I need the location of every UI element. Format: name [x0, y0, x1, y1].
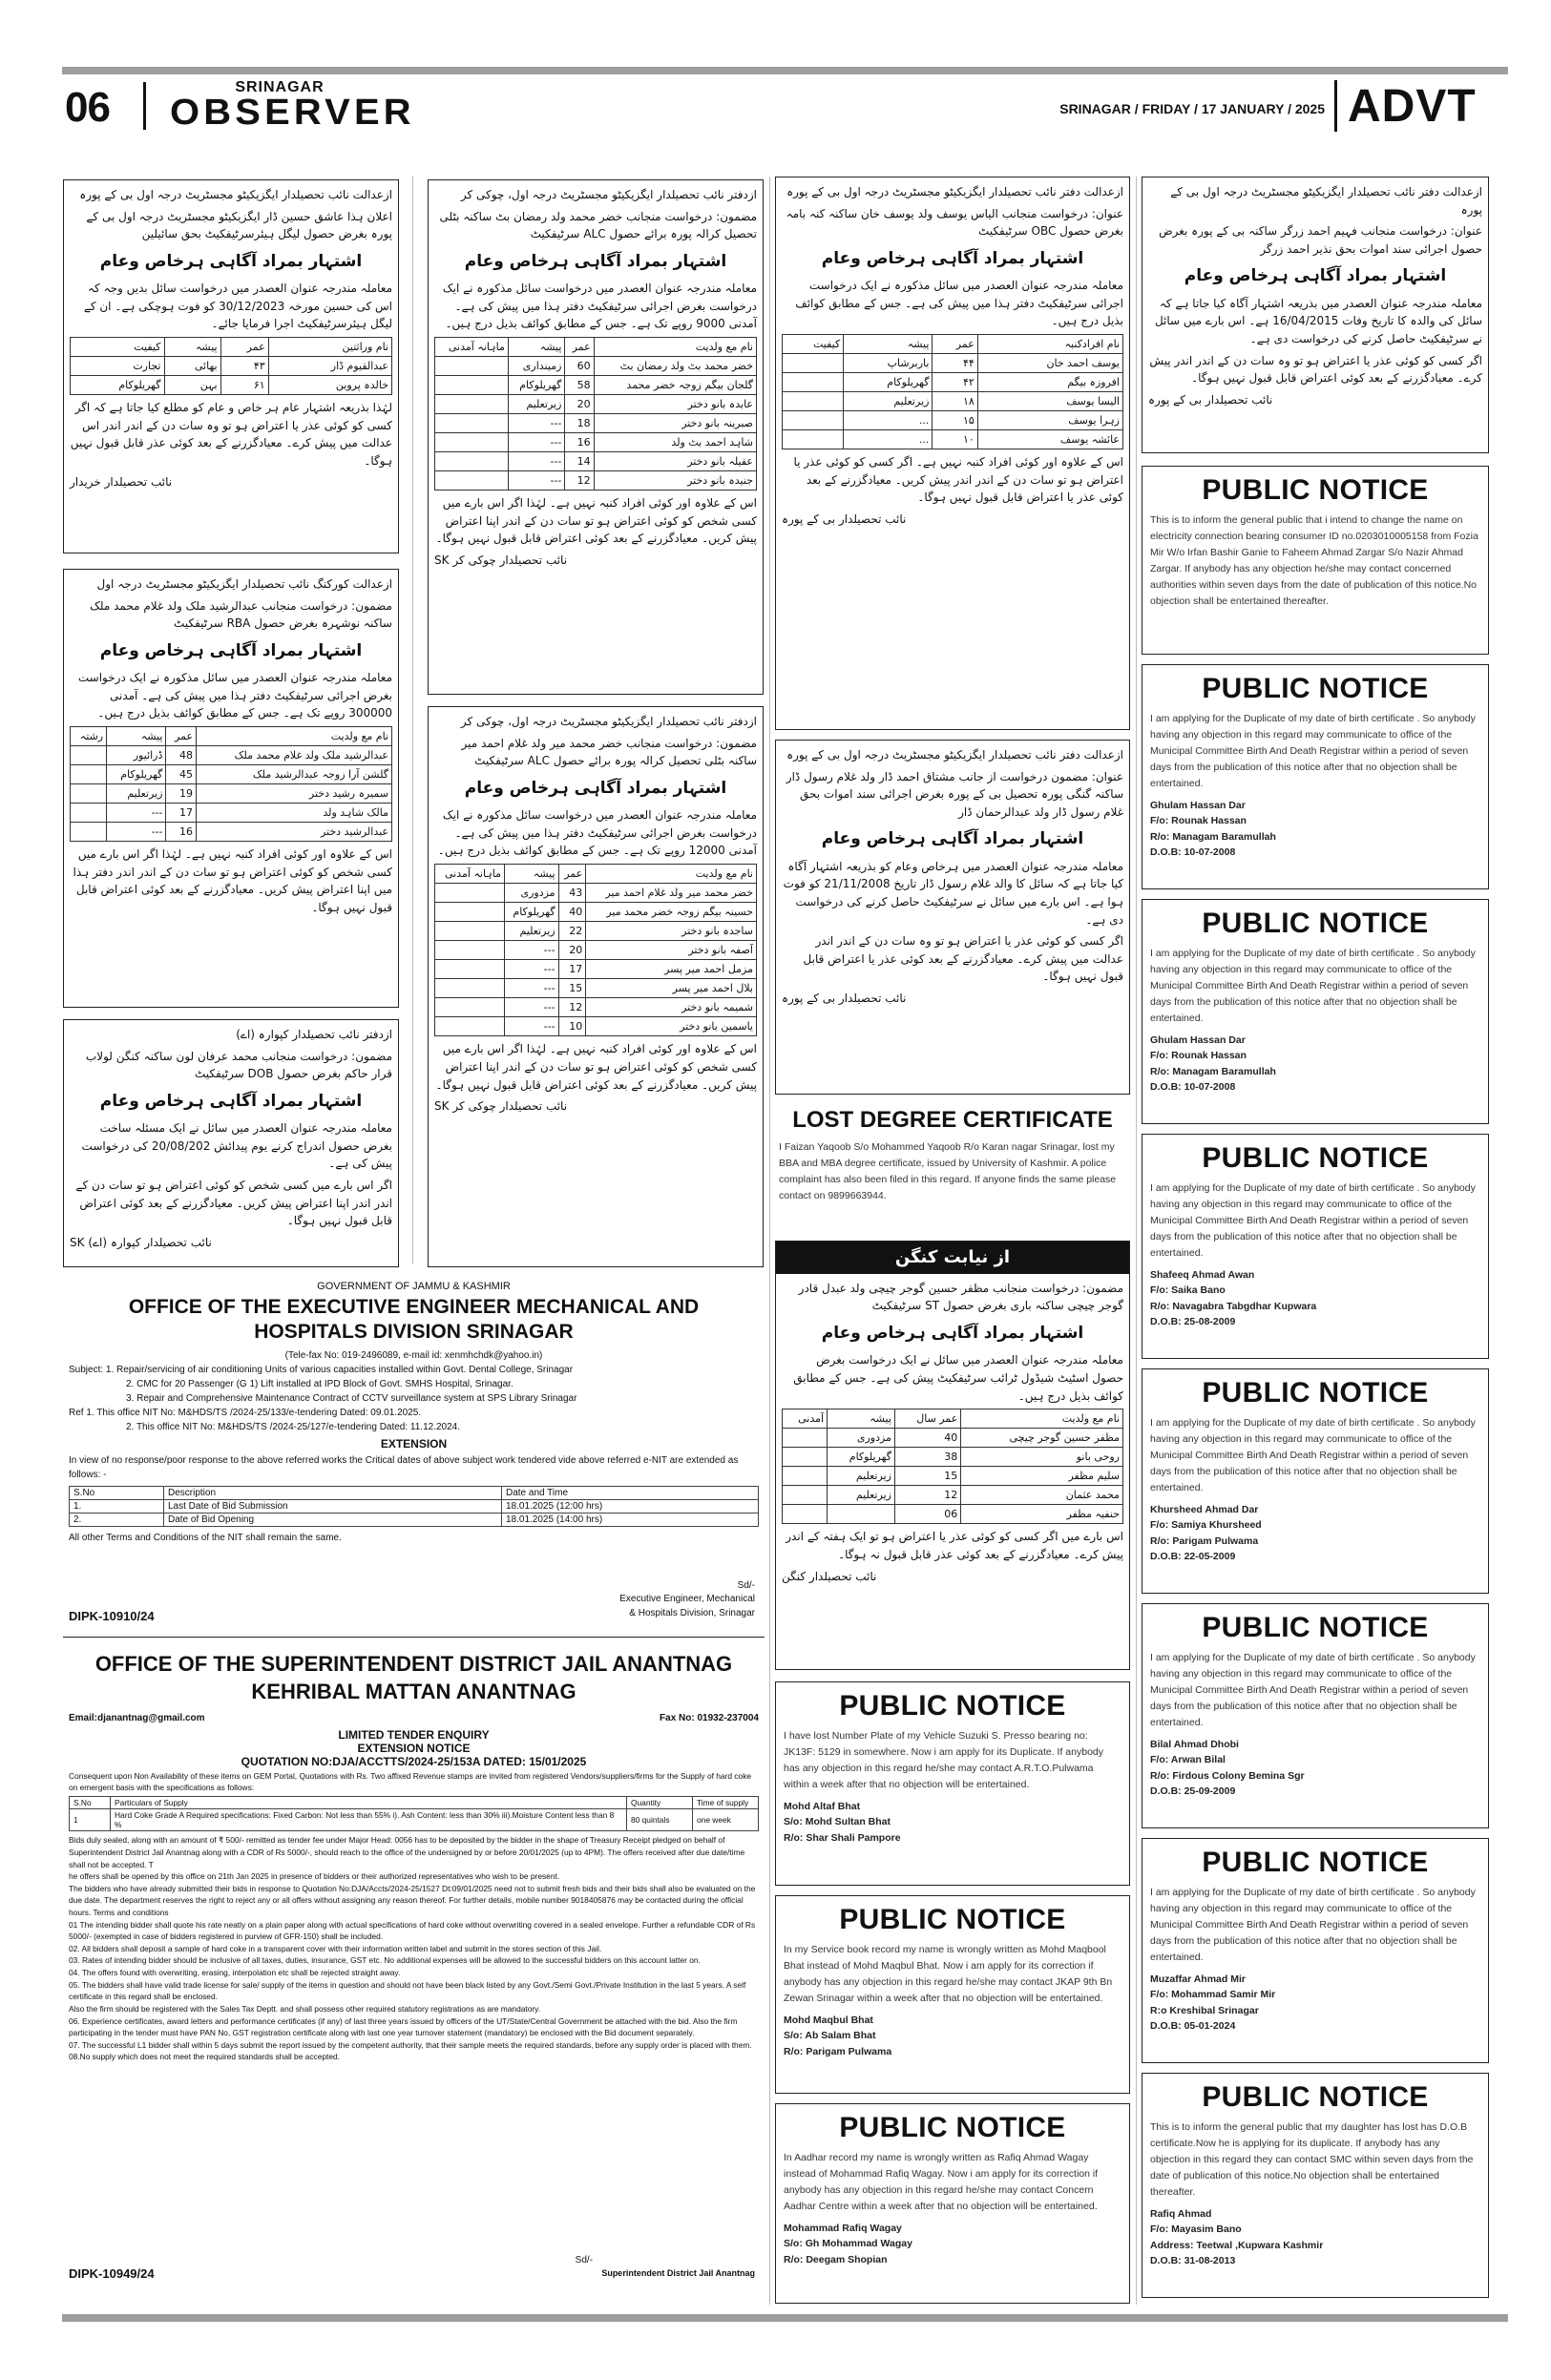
ad-signature: نائب تحصیلدار بی کے پورہ — [782, 991, 907, 1005]
table-row: صبرینہ بانو دختر 18 --- — [435, 414, 757, 433]
column-rule — [412, 177, 413, 1264]
notice-title: PUBLIC NOTICE — [839, 1904, 1066, 1935]
table-row: سلیم مظفر 15 زیرتعلیم — [783, 1467, 1123, 1486]
col-header: نام وراثتین — [268, 337, 391, 356]
ad-closing: اس کے علاوہ اور کوئی افراد کنبہ نہیں ہے۔ لہٰذا اگر اس بارے میں کسی شخص کو کوئی اعتراض ہو تو سات دن کے اندر اندر دفتر ہذا میں اپنا اعتراض پیش کریں۔ معیادگزرنے کے بعد کوئی اعتراض قابل قبول نہیں ہوگا۔ — [73, 847, 392, 914]
tender-subject-2: 2. CMC for 20 Passenger (G 1) Lift installed at IPD Block of Govt. SMHS Hospital, Srinagar. — [126, 1378, 514, 1389]
table-row: خضر محمد میر ولد غلام احمد میر 43 مزدوری — [435, 883, 757, 902]
ad-signature: نائب تحصیلدار خریدار — [70, 475, 173, 490]
footer-rule — [62, 2314, 1508, 2322]
family-table: نام مع ولدیت عمر پیشہ ماہانہ آمدنی خضر محمد بٹ ولد رمضان بٹ 60 زمینداری گلجان بیگم زوجہ خضر محمد 58 گھریلوکام عابدہ بانو دختر 20 زیرتعلیم صبرینہ بانو دختر 18 --- شاہد احمد بٹ ولد 16 --- عقیلہ بانو دختر 14 --- جنیدہ بانو دختر 12 --- — [434, 337, 757, 491]
notice-signature: Rafiq Ahmad F/o: Mayasim Bano Address: Teetwal ,Kupwara Kashmir D.O.B: 31-08-2013 — [1150, 2208, 1324, 2266]
column-rule — [1136, 177, 1137, 2305]
jail-h2: EXTENSION NOTICE — [357, 1742, 471, 1755]
ad-subject: عنوان: درخواست منجانب فہیم احمد زرگر ساکنہ بی کے پورہ بغرض حصول اجرائی سند اموات بحق نذیر احمد زرگر — [1159, 224, 1482, 256]
tender-note: All other Terms and Conditions of the NIT shall remain the same. — [69, 1532, 342, 1543]
col-header: عمر — [220, 337, 268, 356]
public-notice-9 — [775, 1681, 1130, 1886]
table-row: جنیدہ بانو دختر 12 --- — [435, 471, 757, 491]
notice-title: PUBLIC NOTICE — [1202, 474, 1429, 506]
table-row: 1. Last Date of Bid Submission 18.01.2025 (12:00 hrs) — [70, 1499, 759, 1513]
jail-email: Email:djanantnag@gmail.com — [69, 1713, 205, 1723]
ad-heading: اشتہار بمراد آگاہی ہرخاص وعام — [99, 251, 363, 271]
newspaper-logo[interactable] — [170, 80, 437, 134]
notice-title: PUBLIC NOTICE — [1202, 2081, 1429, 2113]
tender-ref-1: Ref 1. This office NIT No: M&HDS/TS /2024-25/133/e-tendering Dated: 09.01.2025. — [69, 1407, 422, 1418]
ad-body: معاملہ مندرجہ عنوان العصدر میں سائل نے ایک درخواست بغرض حصول اسٹیٹ شیڈول ٹرائب سرٹیفکیٹ پیش کی ہے۔ جس کے مطابق کوائف بذیل درج ہیں۔ — [793, 1353, 1123, 1403]
table-row: عبدالرشید ملک ولد غلام محمد ملک 48 ڈرائیور — [71, 745, 392, 764]
ad-intro: ازعدالت نائب تحصیلدار ایگزیکیٹو مجسٹریٹ درجہ اول بی کے پورہ — [79, 188, 392, 201]
ad-subject: عنوان: مضمون درخواست از جانب مشتاق احمد ڈار ولد غلام رسول ڈار ساکنہ گنگی پورہ تحصیل بی کے پورہ بغرض اجرائی سند اموات بحق غلام رسول ڈار ولد عبدالرحمان ڈار — [786, 769, 1123, 819]
page-header — [0, 0, 1551, 143]
notice-signature: Mohd Maqbul Bhat S/o: Ab Salam Bhat R/o: Parigam Pulwama — [784, 2015, 892, 2057]
ad-closing: اگر کسی کو کوئی عذر یا اعتراض ہو تو وہ سات دن کے اندر اندر پیش کرے۔ معیادگزرنے کے بعد کوئی اعتراض قابل قبول نہیں ہوگا۔ — [1149, 353, 1482, 386]
tender-subject-3: 3. Repair and Comprehensive Maintenance Contract of CCTV surveillance system at SPS Library Srinagar — [126, 1392, 577, 1404]
ad-body: معاملہ مندرجہ عنوان العصدر میں درخواست سائل مذکورہ نے ایک درخواست بغرض اجرائی سرٹیفکیٹ دفتر ہذا میں پیش کی ہے۔ آمدنی 12000 روپے تک ہے۔ جس کے مطابق کوائف بذیل درج ہیں۔ — [437, 808, 757, 858]
header-top-rule — [62, 67, 1508, 74]
tender-contact: (Tele-fax No: 019-2496089, e-mail id: xenmhchdk@yahoo.in) — [284, 1349, 543, 1361]
notice-body: I am applying for the Duplicate of my date of birth certificate . So anybody having any objection in this regard may communicate to office of the Municipal Committee Birth And Death Registrar within a period of seven days from the publication of this notice after that no objection shall be entertained. — [1150, 948, 1476, 1024]
dateline: SRINAGAR / FRIDAY / 17 JANUARY / 2025 — [1059, 101, 1325, 116]
section-label: ADVT — [1348, 81, 1477, 132]
urdu-ad-legal-heir — [63, 179, 399, 553]
jail-sd: Sd/- — [575, 2255, 593, 2265]
page-number: 06 — [65, 84, 110, 131]
ad-signature: نائب تحصیلدار بی کے پورہ — [782, 511, 907, 526]
ad-heading: اشتہار بمراد آگاہی ہرخاص وعام — [99, 1091, 363, 1111]
public-notice-3 — [1142, 899, 1489, 1124]
notice-title: PUBLIC NOTICE — [1202, 908, 1429, 939]
urdu-ad-alc-2 — [428, 706, 764, 1267]
tender-sd: Sd/- — [737, 1580, 755, 1591]
public-notice-5 — [1142, 1368, 1489, 1594]
tender-signature: Executive Engineer, Mechanical & Hospitals Division, Srinagar — [619, 1594, 755, 1618]
table-row: الیسا یوسف ۱۸ زیرتعلیم — [783, 392, 1123, 411]
gov-line: GOVERNMENT OF JAMMU & KASHMIR — [317, 1281, 511, 1292]
table-row: ساجدہ بانو دختر 22 زیرتعلیم — [435, 922, 757, 941]
jail-h1: LIMITED TENDER ENQUIRY — [338, 1728, 490, 1742]
notice-title: PUBLIC NOTICE — [839, 2112, 1066, 2143]
notice-body: I am applying for the Duplicate of my date of birth certificate . So anybody having any objection in this regard may communicate to office of the Municipal Committee Birth And Death Registrar within a period of seven days from the publication of this notice after that no objection shall be entertained. — [1150, 1417, 1476, 1493]
ad-signature: نائب تحصیلدار چوکی کر SK — [434, 1099, 568, 1114]
ad-intro: ازعدالت دفتر نائب تحصیلدار ایگزیکیٹو مجسٹریٹ درجہ اول بی کے پورہ — [786, 185, 1123, 198]
ad-signature: نائب تحصیلدار کپوارہ (اے) SK — [70, 1235, 212, 1249]
public-notice-1 — [1142, 466, 1489, 655]
ad-subject: مضمون: درخواست منجانب خضر محمد میر ولد غلام احمد میر ساکنہ بٹلی تحصیل کرالہ پورہ برائے حصول ALC سرٹیفکیٹ — [461, 736, 757, 768]
ad-heading: اشتہار بمراد آگاہی ہرخاص وعام — [821, 829, 1084, 849]
ad-body: معاملہ مندرجہ عنوان العصدر میں سائل مذکورہ نے ایک درخواست اجرائی سرٹیفکیٹ دفتر ہذا میں پیش کی ہے۔ جس کے مطابق کوائف بذیل درج ہیں۔ — [795, 279, 1123, 328]
ad-title-banner: از نیابت کنگن — [776, 1242, 1129, 1274]
jail-signature: Superintendent District Jail Anantnag — [601, 2268, 755, 2278]
notice-title: PUBLIC NOTICE — [1202, 1377, 1429, 1409]
supply-table: S.No Particulars of Supply Quantity Time of supply 1 Hard Coke Grade A Required specifications: Fixed Carbon: Not less than 55% i). Ash Content: less than 30% iii).Moisture Content less than 8 % 80 quintals one week — [69, 1796, 759, 1831]
ad-intro: ازدفتر نائب تحصیلدار ایگزیکیٹو مجسٹریٹ درجہ اول، چوکی کر — [460, 188, 757, 201]
header-divider-right — [1334, 80, 1337, 132]
tender-title-2: HOSPITALS DIVISION SRINAGAR — [254, 1320, 574, 1343]
tender-extension-heading: EXTENSION — [380, 1436, 448, 1451]
table-row: عقیلہ بانو دختر 14 --- — [435, 452, 757, 471]
table-row: مظفر حسین گوجر چیچی 40 مزدوری — [783, 1429, 1123, 1448]
jail-title-1: OFFICE OF THE SUPERINTENDENT DISTRICT JAIL ANANTNAG — [94, 1652, 733, 1676]
table-row: یاسمین بانو دختر 10 --- — [435, 1017, 757, 1036]
jail-tender-notice — [63, 1646, 765, 2305]
ad-heading: اشتہار بمراد آگاہی ہرخاص وعام — [1184, 266, 1447, 286]
table-row: 1 Hard Coke Grade A Required specifications: Fixed Carbon: Not less than 55% i). Ash Content: less than 30% iii).Moisture Content less than 8 % 80 quintals one week — [70, 1809, 759, 1831]
ad-subject: مضمون: درخواست منجانب عبدالرشید ملک ولد غلام محمد ملک ساکنہ نوشہرہ بغرض حصول RBA سرٹیفکیٹ — [90, 598, 392, 631]
notice-body: In Aadhar record my name is wrongly written as Rafiq Ahmad Wagay instead of Mohammad Rafiq Wagay. Now i am apply for its correction if anybody has any objection in this regard he/she may contact Concern Aadhar Centre within a week after that no objection will be entertained. — [784, 2152, 1099, 2212]
notice-title: PUBLIC NOTICE — [1202, 1847, 1429, 1878]
ad-signature: نائب تحصیلدار چوکی کر SK — [434, 553, 568, 568]
ad-body: معاملہ مندرجہ عنوان العصدر میں درخواست سائل مذکورہ نے ایک درخواست بغرض اجرائی سرٹیفکیٹ دفتر ہذا میں پیش کی ہے۔ آمدنی 9000 روپے تک ہے۔ جس کے مطابق کوائف بذیل درج ہیں۔ — [442, 282, 757, 331]
ad-subject: اعلان ہذا عاشق حسین ڈار ایگزیکیٹو مجسٹریٹ درجہ اول بی کے پورہ بغرض حصول لیگل ہیئرسرٹیفکیٹ بحق سائیلین — [86, 209, 392, 241]
jail-title-2: KEHRIBAL MATTAN ANANTNAG — [251, 1680, 576, 1703]
urdu-ad-death-cert-2 — [1142, 177, 1489, 453]
notice-signature: Bilal Ahmad Dhobi F/o: Arwan Bilal R/o: Firdous Colony Bemina Sgr D.O.B: 25-09-2009 — [1150, 1739, 1305, 1797]
urdu-ad-rba — [63, 569, 399, 1008]
dates-table: S.No Description Date and Time 1. Last Date of Bid Submission 18.01.2025 (12:00 hrs) 2. Date of Bid Opening 18.01.2025 (14:00 hrs) — [69, 1486, 759, 1527]
ad-intro: ازدفتر نائب تحصیلدار ایگزیکیٹو مجسٹریٹ درجہ اول، چوکی کر — [460, 715, 757, 728]
ad-heading: اشتہار بمراد آگاہی ہرخاص وعام — [99, 640, 363, 660]
urdu-ad-st-kangan — [775, 1241, 1130, 1670]
ad-body: معاملہ مندرجہ عنوان العصدر میں درخواست سائل بدیں وجہ کہ اس کی حسین مورخہ 30/12/2023 کو فوت ہوچکی ہے۔ ان کے لیگل ہیئرسرٹیفکیٹ اجرا فرمایا جائے۔ — [83, 282, 392, 331]
ad-heading: اشتہار بمراد آگاہی ہرخاص وعام — [464, 251, 727, 271]
notice-body: This is to inform the general public that my daughter has lost has D.O.B certificate.Now he is applying for its duplicate. If anybody has any objection in this regard they can contact SMC within seven days from the date of publication of this notice.No objection shall be entertained thereafter. — [1150, 2121, 1474, 2198]
table-row: گلشن آرا زوجہ عبدالرشید ملک 45 گھریلوکام — [71, 765, 392, 784]
public-notice-7 — [1142, 1838, 1489, 2063]
col-header: کیفیت — [71, 337, 165, 356]
family-table: نام مع ولدیت عمر سال پیشہ آمدنی مظفر حسین گوجر چیچی 40 مزدوری روحی بانو 38 گھریلوکام سلیم مظفر 15 زیرتعلیم محمد عثمان 12 زیرتعلیم حنفیہ مظفر 06 — [782, 1409, 1123, 1524]
notice-body: I am applying for the Duplicate of my date of birth certificate . So anybody having any objection in this regard may communicate to office of the Municipal Committee Birth And Death Registrar within a period of seven days from the publication of this notice after that no objection shall be entertained. — [1150, 1652, 1476, 1728]
tender-title-1: OFFICE OF THE EXECUTIVE ENGINEER MECHANICAL AND — [128, 1295, 700, 1318]
mech-tender-notice — [63, 1275, 765, 1638]
ad-intro: ازعدالت کورکنگ نائب تحصیلدار ایگزیکیٹو مجسٹریٹ درجہ اول — [96, 577, 392, 591]
ad-subject: مضمون: درخواست منجانب محمد عرفان لون ساکنہ کنگن لولاب قرار حاکم بغرض حصول DOB سرٹیفکیٹ — [85, 1049, 392, 1081]
table-row: عبدالقیوم ڈار ۴۳ بھائی تجارت — [71, 356, 392, 375]
notice-signature: Mohd Altaf Bhat S/o: Mohd Sultan Bhat R/o: Shar Shali Pampore — [784, 1801, 901, 1844]
notice-body: I am applying for the Duplicate of my date of birth certificate . So anybody having any objection in this regard may communicate to office of the Municipal Committee Birth And Death Registrar within a period of seven days from the publication of this notice after that no objection shall be entertained. — [1150, 1182, 1476, 1259]
family-table: نام مع ولدیت عمر پیشہ رشتہ عبدالرشید ملک ولد غلام محمد ملک 48 ڈرائیور گلشن آرا زوجہ عبدالرشید ملک 45 گھریلوکام سمیرہ رشید دختر 19 زیرتعلیم مالک شاہد ولد 17 --- عبدالرشید دختر 16 --- — [70, 726, 392, 842]
table-row: زہرا یوسف ۱۵ ... — [783, 411, 1123, 430]
public-notice-11 — [775, 2103, 1130, 2304]
urdu-ad-alc-1 — [428, 179, 764, 695]
public-notice-4 — [1142, 1134, 1489, 1359]
table-row: عابدہ بانو دختر 20 زیرتعلیم — [435, 395, 757, 414]
jail-fax: Fax No: 01932-237004 — [660, 1713, 759, 1723]
ad-subject: مضمون: درخواست منجانب خضر محمد ولد رمضان بٹ ساکنہ بٹلی تحصیل کرالہ پورہ برائے حصول ALC سرٹیفکیٹ — [439, 209, 757, 241]
table-row: روحی بانو 38 گھریلوکام — [783, 1448, 1123, 1467]
table-row: شمیمہ بانو دختر 12 --- — [435, 998, 757, 1017]
ad-subject: مضمون: درخواست منجانب مظفر حسین گوجر چیچی ولد عبدل قادر گوجر چیچی ساکنہ باری بغرض حصول ST سرٹیفکیٹ — [798, 1281, 1123, 1313]
urdu-ad-obc — [775, 177, 1130, 730]
jail-terms: Bids duly sealed, along with an amount of ₹ 500/- remitted as tender fee under Major Head: 0056 has to be deposited by the bidder in the shape of Treasury Receipt pledged on behalf of Superintendent District Jail Anantnag along with a CDR of Rs 5000/-, should reach to the office of the undersigned by or before 20/01/2025 (up to 4PM). The offers received after due date/time shall not be accepted. T he offers shall be opened by this office on 21th Jan 2025 in presence of bidders or their authorized representatives who wish to be present. The bidders who have already submitted their bids in response to Quotation No:DJA/Accts/2024-25/1527 Dt:09/01/2025 need not to submit fresh bids and their bids shall also be evaluated on the due date. The department reserves the right to reject any or all offers without assigning any reason thereof. For further details, mobile number 9018405876 may be contacted during the official hours. Terms and conditions 01 The intending bidder shall quote his rate neatly on a plain paper along with actual specifications of hard coke without overwriting covered in a sealed envelope. Further a refundable CDR of Rs 5000/- (exempted in case of bidders registered in purview of GFR-150) shall be included. 02. All bidders shall deposit a sample of hard coke in a transparent cover with their information written label and submit in the stores section of this Jail. 03. Rates of intending bidder should be inclusive of all taxes, duties, insurance, GST etc. No additional expenses will be allowed to the successful bidders on this account latter on. 04. The offers found with overwriting, erasing, interpolation etc shall be rejected straight away. 05. The bidders shall have valid trade license for sale/ supply of the items in question and should not have been black listed by any Govt./Semi Govt./Private Institution in the last 5 years. A self certificate in this regard shall be enclosed. Also the firm should be registered with the Sales Tax Deptt. and shall possess other required statutory registrations as are mandatory. 06. Experience certificates, award letters and performance certificates (if any) of last three years issued by officers of the UT/State/Central Government be attached with the bid. Also the firm participating in the tender must have PAN No, GST registration certificate along with last one year turnover statement (mandatory) be enclosed with the Bid document separately. 07. The successful L1 bidder shall within 5 days submit the report issued by the competent authority, that their sample meets the required standards, before any supply order is placed with them. 08.No supply which does not meet the required standards shall be accepted. — [69, 1835, 756, 2062]
table-row: مزمل احمد میر پسر 17 --- — [435, 960, 757, 979]
ad-intro: ازعدالت دفتر نائب تحصیلدار ایگزیکیٹو مجسٹریٹ درجہ اول بی کے پورہ — [786, 748, 1123, 762]
notice-signature: Ghulam Hassan Dar F/o: Rounak Hassan R/o: Managam Baramullah D.O.B: 10-07-2008 — [1150, 800, 1276, 858]
urdu-ad-dob — [63, 1019, 399, 1267]
family-table: نام افرادکنبہ عمر پیشہ کیفیت یوسف احمد خان ۴۴ باربرشاپ افروزہ بیگم ۴۲ گھریلوکام الیسا یوسف ۱۸ زیرتعلیم زہرا یوسف ۱۵ ... عائشہ یوسف ۱۰ ... — [782, 334, 1123, 449]
family-table — [70, 337, 392, 395]
table-row: 2. Date of Bid Opening 18.01.2025 (14:00 hrs) — [70, 1513, 759, 1526]
notice-signature: Shafeeq Ahmad Awan F/o: Saika Bano R/o: Navagabra Tabgdhar Kupwara D.O.B: 25-08-2009 — [1150, 1269, 1317, 1327]
jail-quotation: QUOTATION NO:DJA/ACCTTS/2024-25/153A DATED: 15/01/2025 — [241, 1755, 587, 1768]
ad-subject: عنوان: درخواست منجانب الیاس یوسف ولد یوسف خان ساکنہ کنہ بامہ بغرض حصول OBC سرٹیفکیٹ — [786, 206, 1123, 239]
notice-signature: Muzaffar Ahmad Mir F/o: Mohammad Samir Mir R:o Kreshibal Srinagar D.O.B: 05-01-2024 — [1150, 1973, 1276, 2032]
notice-title: PUBLIC NOTICE — [1202, 1142, 1429, 1174]
table-row: حسینہ بیگم زوجہ خضر محمد میر 40 گھریلوکام — [435, 903, 757, 922]
notice-body: In my Service book record my name is wrongly written as Mohd Maqbool Bhat instead of Mohd Maqbul Bhat. Now i am apply for its correction if anybody has any objection in this regard he/she may contact JKAP 9th Bn Zewan Srinagar within a week after that no objection will be entertained. — [784, 1944, 1113, 2004]
public-notice-6 — [1142, 1603, 1489, 1828]
urdu-ad-death-cert — [775, 740, 1130, 1095]
jail-intro: Consequent upon Non Availability of these items on GEM Portal, Quotations with Rs. Two affixed Revenue stamps are invited from registered Vendors/suppliers/firms for the Supply of hard coke on emergent basis with the specifications as follows: — [69, 1771, 752, 1793]
notice-title: PUBLIC NOTICE — [839, 1690, 1066, 1722]
table-row: آصفہ بانو دختر 20 --- — [435, 941, 757, 960]
ad-closing: اس بارے میں اگر کسی کو کوئی عذر یا اعتراض ہو تو ایک ہفتہ کے اندر پیش کرے۔ معیادگزرنے کے بعد کوئی عذر قابل قبول نہ ہوگا۔ — [786, 1530, 1123, 1562]
logo-main-text: OBSERVER — [170, 93, 415, 133]
dipk-code: DIPK-10949/24 — [69, 2266, 155, 2281]
ad-signature: نائب تحصیلدار کنگن — [782, 1569, 877, 1583]
notice-body: I Faizan Yaqoob S/o Mohammed Yaqoob R/o Karan nagar Srinagar, lost my BBA and MBA degree certificate, issued by University of Kashmir. A police complaint has also been filed in this regard. If anyone finds the same please contact on 9899663944. — [779, 1141, 1117, 1201]
ad-closing: اس کے علاوہ اور کوئی افراد کنبہ نہیں ہے۔ اگر کسی کو کوئی عذر یا اعتراض ہو تو سات دن کے اندر اندر پیش کریں۔ معیادگزرنے کے بعد کوئی عذر یا اعتراض قابل قبول نہیں ہوگا۔ — [793, 455, 1123, 505]
notice-title: PUBLIC NOTICE — [1202, 1612, 1429, 1643]
ad-body: معاملہ مندرجہ عنوان العصدر میں سائل نے ایک مسئلہ ساخت بغرض حصول اندراج کرنے یوم پیدائش 20/08/202 کی درخواست پیش کی ہے۔ — [81, 1121, 392, 1171]
tender-subject: Subject: 1. Repair/servicing of air conditioning Units of various capacities installed within Govt. Dental College, Srinagar — [69, 1364, 574, 1375]
family-table: نام مع ولدیت عمر پیشہ ماہانہ آمدنی خضر محمد میر ولد غلام احمد میر 43 مزدوری حسینہ بیگم زوجہ خضر محمد میر 40 گھریلوکام ساجدہ بانو دختر 22 زیرتعلیم آصفہ بانو دختر 20 --- مزمل احمد میر پسر 17 --- بلال احمد میر پسر 15 --- شمیمہ بانو دختر 12 --- یاسمین بانو دختر 10 --- — [434, 864, 757, 1036]
notice-title: LOST DEGREE CERTIFICATE — [792, 1107, 1113, 1133]
table-row: حنفیہ مظفر 06 — [783, 1505, 1123, 1524]
table-row: بلال احمد میر پسر 15 --- — [435, 979, 757, 998]
notice-title: PUBLIC NOTICE — [1202, 673, 1429, 704]
logo-top-text: SRINAGAR — [235, 79, 325, 95]
ad-signature: نائب تحصیلدار بی کے پورہ — [1148, 392, 1273, 407]
table-row: سمیرہ رشید دختر 19 زیرتعلیم — [71, 784, 392, 804]
ad-closing: لہٰذا بذریعہ اشتہار عام ہر خاص و عام کو مطلع کیا جاتا ہے کہ اگر کسی کو کوئی عذر یا اعتراض ہو تو وہ سات دن کے اندر اندر اس عدالت میں پیش کرے۔ معیادگزرنے کے بعد کوئی عذر قابل قبول نہیں ہوگا۔ — [70, 401, 392, 468]
ad-body: معاملہ مندرجہ عنوان العصدر میں سائل مذکورہ نے ایک درخواست بغرض اجرائی سرٹیفکیٹ دفتر ہذا میں پیش کی ہے۔ آمدنی 300000 روپے تک ہے۔ جس کے مطابق کوائف بذیل درج ہیں۔ — [77, 671, 392, 720]
tender-para: In view of no response/poor response to the above referred works the Critical dates of above subject work tendered vide above referred e-NIT are extended as follows: - — [69, 1454, 739, 1480]
notice-signature: Khursheed Ahmad Dar F/o: Samiya Khursheed R/o: Parigam Pulwama D.O.B: 22-05-2009 — [1150, 1504, 1262, 1562]
notice-body: I am applying for the Duplicate of my date of birth certificate . So anybody having any objection in this regard may communicate to office of the Municipal Committee Birth And Death Registrar within a period of seven days from the publication of this notice after that no objection shall be entertained. — [1150, 1887, 1476, 1963]
column-rule — [769, 177, 770, 2305]
table-row: خالدہ پروین ۶۱ بہن گھریلوکام — [71, 376, 392, 395]
notice-body: I am applying for the Duplicate of my date of birth certificate . So anybody having any objection in this regard may communicate to office of the Municipal Committee Birth And Death Registrar within a period of seven days from the publication of this notice after that no objection shall be entertained. — [1150, 713, 1476, 789]
ad-closing: اگر اس بارے میں کسی شخص کو کوئی اعتراض ہو تو سات دن کے اندر اندر اپنا اعتراض پیش کریں۔ معیادگزرنے کے بعد کوئی اعتراض قابل قبول نہیں ہوگا۔ — [75, 1178, 392, 1228]
public-notice-8 — [1142, 2073, 1489, 2298]
ad-body: معاملہ مندرجہ عنوان العصدر میں ہرخاص وعام کو بذریعہ اشتہار آگاہ کیا جاتا ہے کہ سائل کا والد غلام رسول ڈار تاریخ 21/11/2008 کو فوت ہوا ہے۔ اس بارے میں سائل نے سرٹیفکیٹ حاصل کرنے کی درخواست دی ہے۔ — [783, 859, 1123, 927]
dipk-code: DIPK-10910/24 — [69, 1609, 155, 1623]
ad-closing: اس کے علاوہ اور کوئی افراد کنبہ نہیں ہے۔ لہٰذا اگر اس بارے میں کسی شخص کو کوئی اعتراض ہو تو سات دن کے اندر اپنا اعتراض پیش کریں۔ معیادگزرنے کے بعد کوئی اعتراض قابل قبول نہیں ہوگا۔ — [435, 1042, 757, 1092]
tender-ref-2: 2. This office NIT No: M&HDS/TS /2024-25/127/e-tendering Dated: 11.12.2024. — [126, 1421, 461, 1432]
notice-body: I have lost Number Plate of my Vehicle Suzuki S. Presso bearing no: JK13F: 5129 in somewhere. Now i am apply for its Duplicate. If anybody has any objection in this regard he/she may contact A.R.T.O.Pulwama within a week after that no objection will be entertained. — [784, 1730, 1103, 1790]
ad-intro: ازدفتر نائب تحصیلدار کپوارہ (اے) — [236, 1028, 392, 1041]
table-row: عائشہ یوسف ۱۰ ... — [783, 430, 1123, 449]
header-divider — [143, 82, 146, 130]
ad-closing: اگر کسی کو کوئی عذر یا اعتراض ہو تو وہ سات دن کے اندر اندر عدالت میں پیش کرے۔ معیادگزرنے کے بعد کوئی عذر یا اعتراض قابل قبول نہیں ہوگا۔ — [803, 934, 1123, 984]
public-notice-2 — [1142, 664, 1489, 889]
table-row: عبدالرشید دختر 16 --- — [71, 823, 392, 842]
table-row: یوسف احمد خان ۴۴ باربرشاپ — [783, 353, 1123, 372]
table-row: شاہد احمد بٹ ولد 16 --- — [435, 433, 757, 452]
col-header: پیشہ — [164, 337, 220, 356]
table-row: محمد عثمان 12 زیرتعلیم — [783, 1486, 1123, 1505]
table-row: خضر محمد بٹ ولد رمضان بٹ 60 زمینداری — [435, 356, 757, 375]
ad-heading: اشتہار بمراد آگاہی ہرخاص وعام — [821, 248, 1084, 268]
ad-body: معاملہ مندرجہ عنوان العصدر میں بذریعہ اشتہار آگاہ کیا جاتا ہے کہ سائل کی والدہ کا تاریخ وفات 16/04/2015 ہے۔ اس بارے میں سائل نے سرٹیفکیٹ حاصل کرنے کی درخواست دی ہے۔ — [1154, 296, 1482, 345]
table-row: گلجان بیگم زوجہ خضر محمد 58 گھریلوکام — [435, 376, 757, 395]
notice-body: This is to inform the general public that i intend to change the name on electricity connection bearing consumer ID no.0203010005158 from Fozia Mir W/o Irfan Bashir Ganie to Faheem Ahmad Zargar S/o Nazir Ahmad Zargar. If anybody has any objection he/she may contact concerned authorities within seven days from the date of publication of this notice.No objection shall be entertained thereafter. — [1150, 514, 1478, 607]
table-row: افروزہ بیگم ۴۲ گھریلوکام — [783, 373, 1123, 392]
ad-intro: ازعدالت دفتر نائب تحصیلدار ایگزیکیٹو مجسٹریٹ درجہ اول بی کے پورہ — [1170, 185, 1482, 217]
notice-signature: Mohammad Rafiq Wagay S/o: Gh Mohammad Wagay R/o: Deegam Shopian — [784, 2223, 912, 2265]
ad-closing: اس کے علاوہ اور کوئی افراد کنبہ نہیں ہے۔ لہٰذا اگر اس بارے میں کسی شخص کو کوئی اعتراض ہو تو سات دن کے اندر اپنا اعتراض پیش کریں۔ معیادگزرنے کے بعد کوئی اعتراض قابل قبول نہیں ہوگا۔ — [435, 496, 757, 546]
lost-degree-notice — [775, 1107, 1130, 1231]
ad-heading: اشتہار بمراد آگاہی ہرخاص وعام — [464, 778, 727, 798]
ad-heading: اشتہار بمراد آگاہی ہرخاص وعام — [821, 1324, 1084, 1344]
notice-signature: Ghulam Hassan Dar F/o: Rounak Hassan R/o: Managam Baramullah D.O.B: 10-07-2008 — [1150, 1034, 1276, 1093]
table-row: مالک شاہد ولد 17 --- — [71, 804, 392, 823]
public-notice-10 — [775, 1895, 1130, 2094]
